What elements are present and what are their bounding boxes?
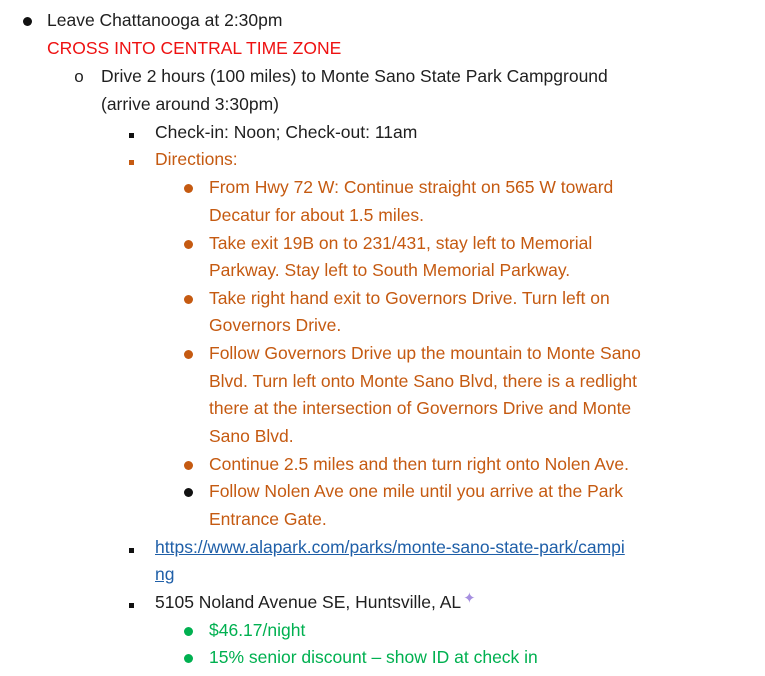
park-url-link-line1[interactable]: https://www.alapark.com/parks/monte-sano-state-park/campi (155, 537, 625, 557)
park-url-link-line2[interactable]: ng (155, 564, 175, 584)
direction-step-4-line3: there at the intersection of Governors Drive and Monte (209, 398, 632, 418)
direction-step-3-line1: Take right hand exit to Governors Drive. Turn left on (209, 288, 610, 308)
bullet-dot (181, 478, 195, 505)
drive-text-line1: Drive 2 hours (100 miles) to Monte Sano State Park Campground (101, 66, 608, 86)
discount-text: 15% senior discount – show ID at check in (209, 647, 538, 667)
direction-step-3-line2: Governors Drive. (209, 315, 342, 335)
direction-step-6-line1: Follow Nolen Ave one mile until you arrive at the Park (209, 481, 624, 501)
sparkle-icon[interactable]: ✦ (463, 590, 476, 607)
bullet-dot-green (181, 617, 195, 644)
direction-step-1-line1: From Hwy 72 W: Continue straight on 565 W toward (209, 177, 614, 197)
direction-step-4-line2: Blvd. Turn left onto Monte Sano Blvd, there is a redlight (209, 371, 638, 391)
bullet-dot-orange (181, 340, 195, 367)
bullet-dot-orange (181, 230, 195, 257)
bullet-dot-orange (181, 451, 195, 478)
bullet-square (125, 119, 137, 146)
checkin-text: Check-in: Noon; Check-out: 11am (155, 122, 418, 142)
timezone-text: CROSS INTO CENTRAL TIME ZONE (47, 38, 342, 58)
direction-step-2-line1: Take exit 19B on to 231/431, stay left to Memorial (209, 233, 593, 253)
bullet-dot-orange (181, 285, 195, 312)
bullet-circle-o: o (74, 67, 84, 86)
bullet-square (125, 534, 137, 561)
bullet-dot (20, 7, 34, 34)
bullet-dot-orange (181, 174, 195, 201)
drive-text-line2: (arrive around 3:30pm) (101, 94, 279, 114)
bullet-square (125, 589, 137, 616)
direction-step-2-line2: Parkway. Stay left to South Memorial Parkway. (209, 260, 571, 280)
direction-step-6-line2: Entrance Gate. (209, 509, 327, 529)
bullet-dot-green (181, 644, 195, 671)
price-text: $46.17/night (209, 620, 306, 640)
direction-step-1-line2: Decatur for about 1.5 miles. (209, 205, 424, 225)
direction-step-4-line4: Sano Blvd. (209, 426, 294, 446)
directions-heading: Directions: (155, 149, 238, 169)
direction-step-5-line1: Continue 2.5 miles and then turn right onto Nolen Ave. (209, 454, 629, 474)
address-line (155, 589, 476, 616)
leave-text: Leave Chattanooga at 2:30pm (47, 10, 283, 30)
address-text: 5105 Noland Avenue SE, Huntsville, AL (155, 592, 462, 612)
direction-step-4-line1: Follow Governors Drive up the mountain to Monte Sano (209, 343, 641, 363)
bullet-square-orange (125, 146, 137, 173)
